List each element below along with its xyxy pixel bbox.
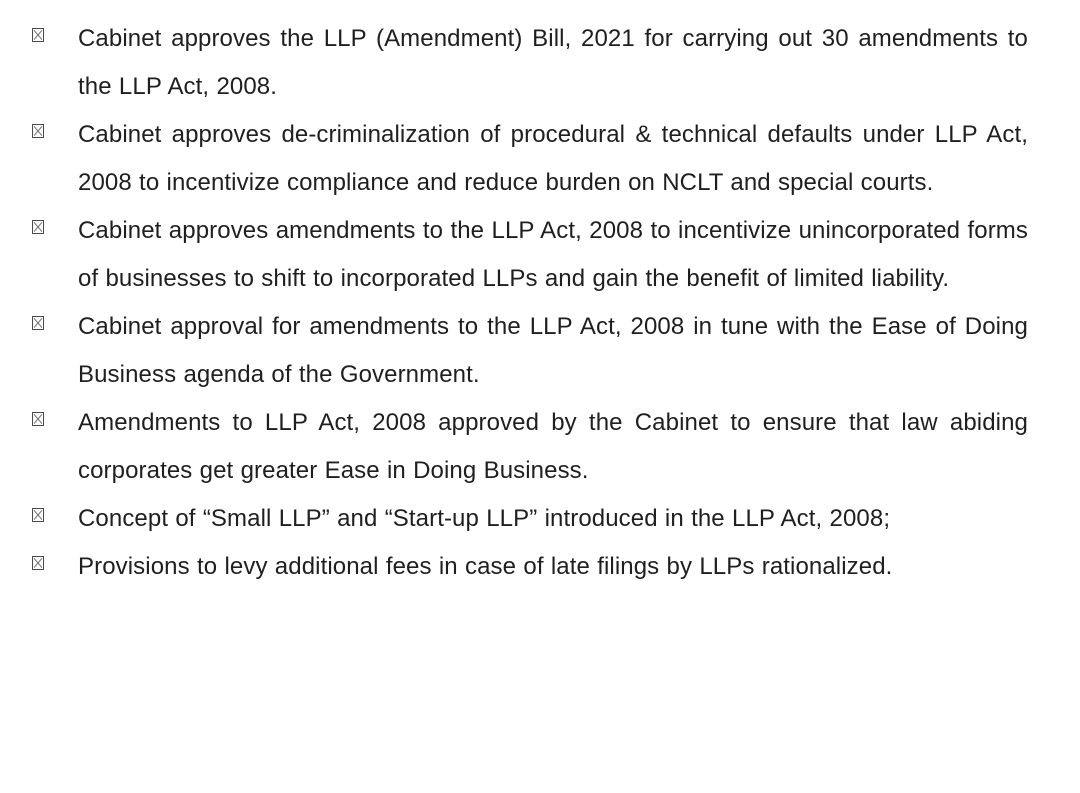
list-item xyxy=(32,15,1028,111)
bullet-marker xyxy=(32,399,78,426)
bullet-marker xyxy=(32,111,78,138)
box-cross-icon xyxy=(32,412,44,426)
box-cross-icon xyxy=(32,508,44,522)
list-item xyxy=(32,303,1028,399)
list-item xyxy=(32,207,1028,303)
list-item xyxy=(32,495,1028,543)
bullet-marker xyxy=(32,15,78,42)
bullet-marker xyxy=(32,207,78,234)
bullet-text: Cabinet approves de-criminalization of procedural & technical defaults under LLP Act, 2008 to incentivize compliance and reduce burden on NCLT and special courts. xyxy=(78,121,1028,196)
box-cross-icon xyxy=(32,556,44,570)
box-cross-icon xyxy=(32,124,44,138)
box-cross-icon xyxy=(32,28,44,42)
bullet-marker xyxy=(32,543,78,570)
bullet-marker xyxy=(32,495,78,522)
amendment-bullet-list xyxy=(32,15,1028,591)
bullet-text: Amendments to LLP Act, 2008 approved by the Cabinet to ensure that law abiding corporates get greater Ease in Doing Business. xyxy=(78,409,1028,484)
list-item xyxy=(32,399,1028,495)
bullet-text: Cabinet approves the LLP (Amendment) Bill, 2021 for carrying out 30 amendments to the LLP Act, 2008. xyxy=(78,25,1028,100)
box-cross-icon xyxy=(32,316,44,330)
bullet-text: Cabinet approval for amendments to the LLP Act, 2008 in tune with the Ease of Doing Business agenda of the Government. xyxy=(78,313,1028,388)
list-item xyxy=(32,111,1028,207)
list-item xyxy=(32,543,1028,591)
bullet-text: Concept of “Small LLP” and “Start-up LLP” introduced in the LLP Act, 2008; xyxy=(78,505,891,532)
bullet-marker xyxy=(32,303,78,330)
bullet-text: Cabinet approves amendments to the LLP Act, 2008 to incentivize unincorporated forms of businesses to shift to incorporated LLPs and gain the benefit of limited liability. xyxy=(78,217,1028,292)
box-cross-icon xyxy=(32,220,44,234)
bullet-text: Provisions to levy additional fees in case of late filings by LLPs rationalized. xyxy=(78,553,893,580)
